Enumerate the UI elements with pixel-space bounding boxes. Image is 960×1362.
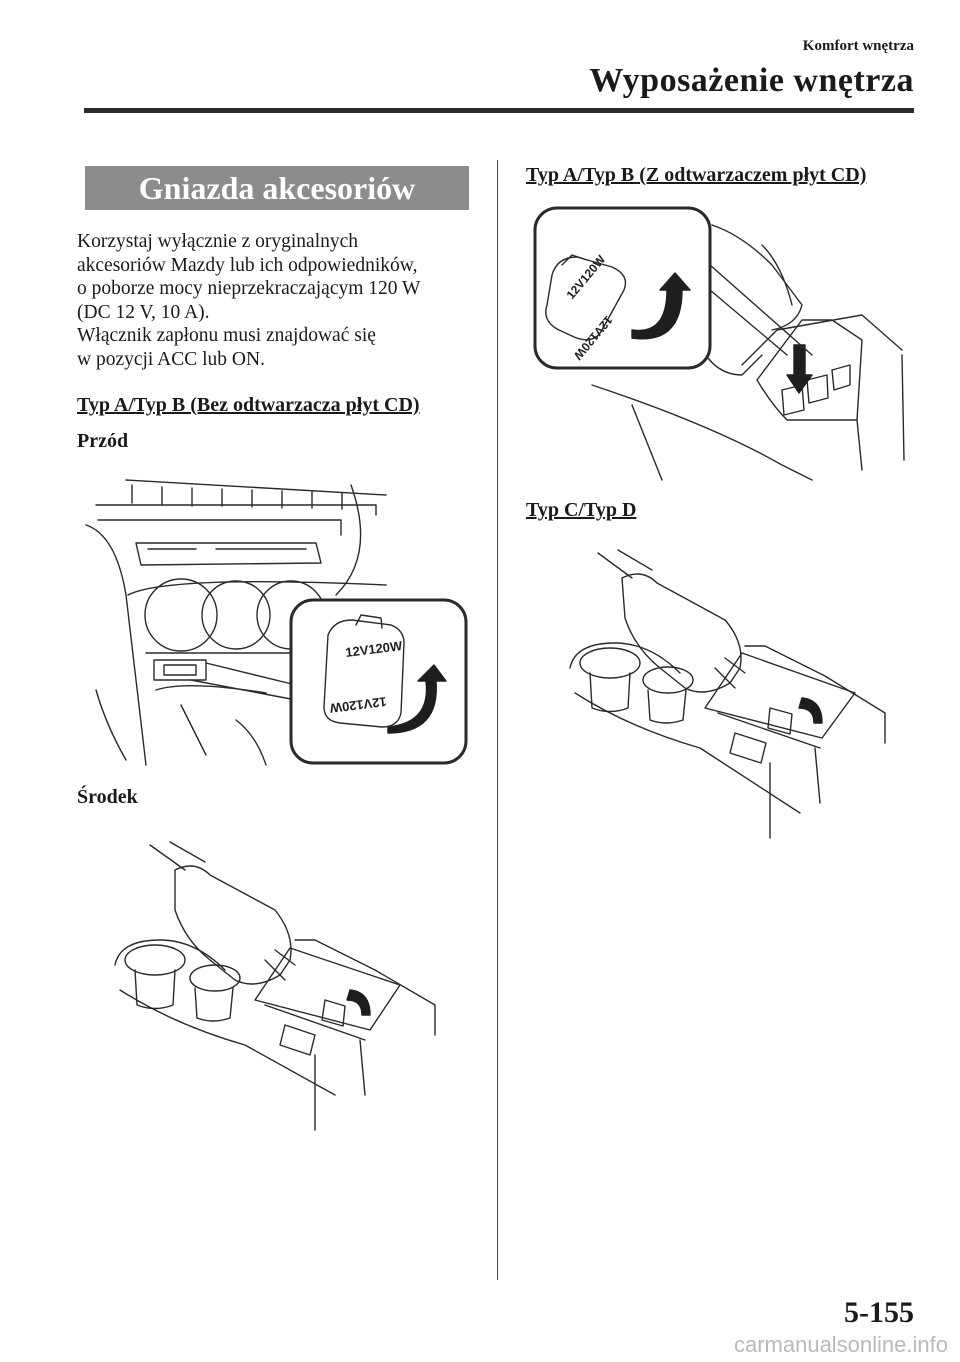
intro-line: akcesoriów Mazdy lub ich odpowiedników, xyxy=(77,254,418,276)
running-header-section: Komfort wnętrza xyxy=(802,38,914,54)
subhead-with-cd: Typ A/Typ B (Z odtwarzaczem płyt CD) xyxy=(526,164,867,186)
label-center: Środek xyxy=(77,786,138,808)
subhead-no-cd: Typ A/Typ B (Bez odtwarzacza płyt CD) xyxy=(77,394,420,416)
type-cd-console-illustration xyxy=(570,548,900,838)
running-header-title: Wyposażenie wnętrza xyxy=(589,62,914,99)
cd-console-illustration xyxy=(532,205,912,480)
intro-line: (DC 12 V, 10 A). xyxy=(77,301,210,323)
cap-label: 12V120W xyxy=(570,313,616,363)
subhead-type-cd: Typ C/Typ D xyxy=(526,499,637,521)
watermark: carmanualsonline.info xyxy=(733,1332,948,1357)
header-rule xyxy=(84,108,914,113)
cap-label: 12V120W xyxy=(563,252,609,302)
column-divider xyxy=(497,160,498,1280)
intro-line: Korzystaj wyłącznie z oryginalnych xyxy=(77,231,359,252)
intro-line: o poborze mocy nieprzekraczającym 120 W xyxy=(77,278,421,299)
front-socket-illustration xyxy=(86,475,471,770)
label-front: Przód xyxy=(77,430,129,452)
cap-label: 12V120W xyxy=(328,694,388,716)
cap-label: 12V120W xyxy=(344,638,404,660)
intro-line: Włącznik zapłonu musi znajdować się xyxy=(77,325,376,346)
section-banner: Gniazda akcesoriów xyxy=(85,166,469,210)
intro-line: w pozycji ACC lub ON. xyxy=(77,348,265,370)
center-console-illustration xyxy=(115,840,445,1130)
page-number: 5-155 xyxy=(844,1296,914,1329)
intro-paragraph xyxy=(77,230,487,371)
